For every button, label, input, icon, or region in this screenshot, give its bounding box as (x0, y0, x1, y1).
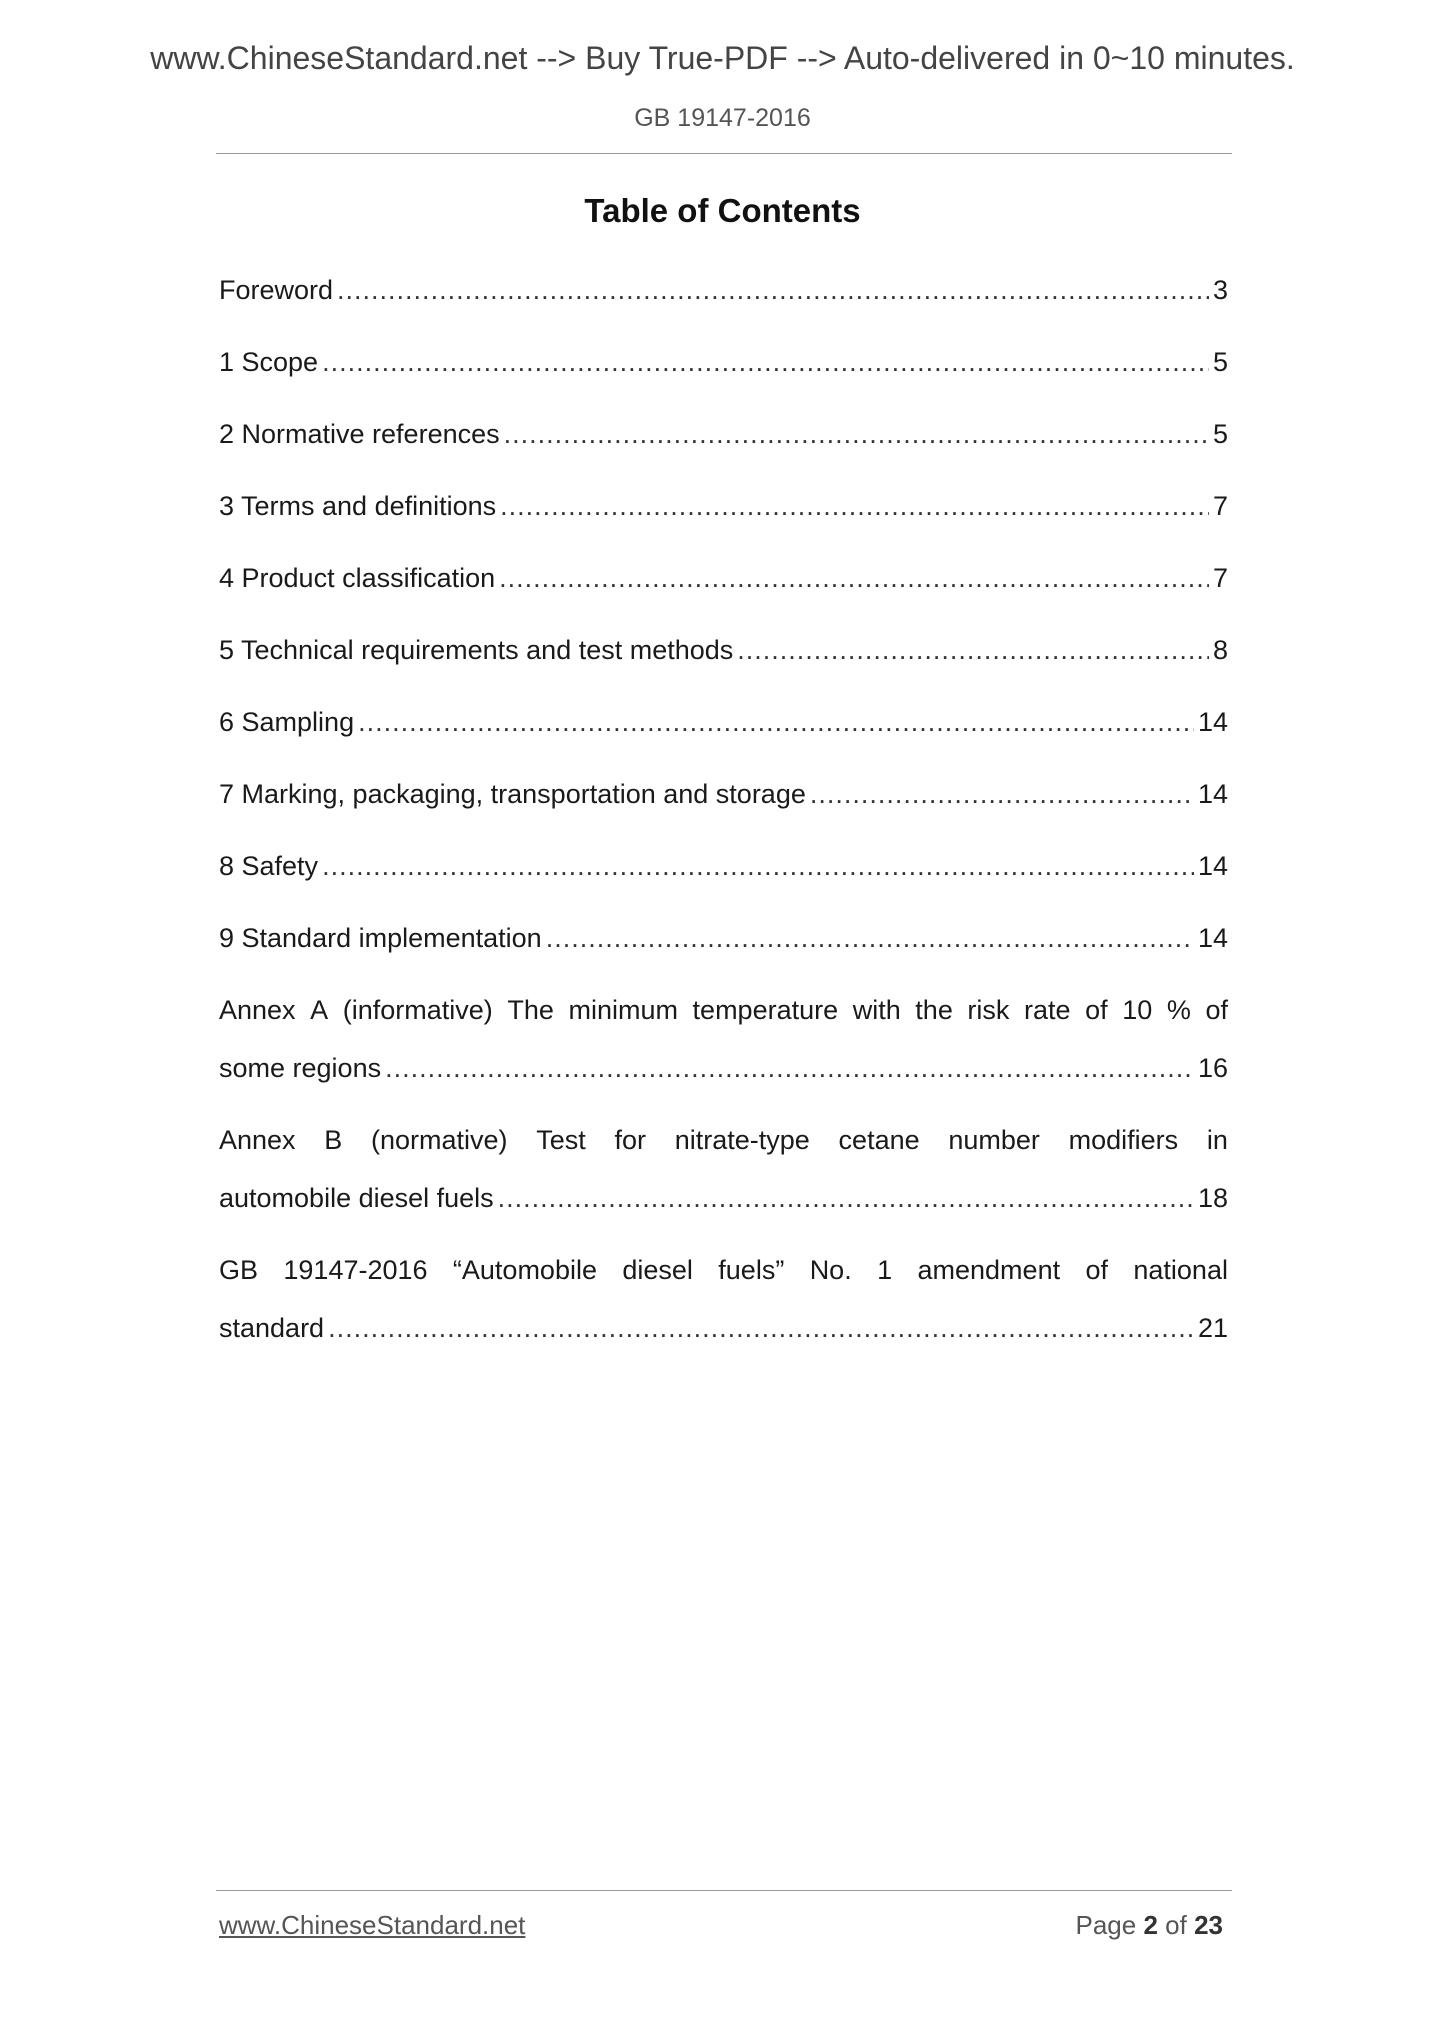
toc-word: with (852, 995, 901, 1025)
dot-leader (358, 702, 1194, 742)
toc-entry-label: some regions (219, 1053, 382, 1083)
toc-word: the (915, 995, 953, 1025)
toc-entry-page: 14 (1197, 707, 1228, 737)
toc-word: (informative) (342, 995, 493, 1025)
toc-entry-label: standard (219, 1313, 325, 1343)
toc-entry-page: 3 (1212, 275, 1228, 305)
toc-title: Table of Contents (584, 192, 861, 229)
dot-leader (328, 1308, 1194, 1348)
toc-entry-page: 14 (1197, 779, 1228, 809)
toc-entry-page: 8 (1212, 635, 1228, 665)
dot-leader (322, 846, 1194, 886)
toc-word: fuels” (718, 1255, 785, 1285)
header-divider (216, 153, 1232, 154)
toc-word: Annex (219, 1125, 296, 1155)
dot-leader (337, 270, 1209, 310)
toc-entry-amendment[interactable] (219, 1250, 1228, 1348)
toc-word: The (507, 995, 554, 1025)
toc-entry-label: 9 Standard implementation (219, 923, 542, 953)
toc-word: 10 (1122, 995, 1153, 1025)
toc-entry-second-line (219, 1308, 1228, 1348)
toc-word: amendment (917, 1255, 1061, 1285)
toc-entry-page: 14 (1197, 923, 1228, 953)
toc-entry-marking-packaging[interactable] (219, 774, 1228, 814)
toc-word: 19147-2016 (283, 1255, 428, 1285)
toc-word: No. (809, 1255, 852, 1285)
toc-entry-label: 4 Product classification (219, 563, 496, 593)
toc-entry-scope[interactable] (219, 342, 1228, 382)
standard-code: GB 19147-2016 (634, 104, 811, 132)
toc-word: of (1085, 995, 1108, 1025)
toc-entry-annex-b[interactable] (219, 1120, 1228, 1218)
page-label: Page (1075, 1910, 1137, 1940)
toc-entry-page: 16 (1197, 1053, 1228, 1083)
toc-word: rate (1024, 995, 1071, 1025)
toc-word: Test (536, 1125, 586, 1155)
toc-entry-page: 14 (1197, 851, 1228, 881)
toc-entry-second-line (219, 1178, 1228, 1218)
footer-page-number (1075, 1910, 1223, 1941)
toc-entry-standard-implementation[interactable] (219, 918, 1228, 958)
toc-entry-label: 3 Terms and definitions (219, 491, 497, 521)
toc-entry-label: 6 Sampling (219, 707, 355, 737)
toc-word: “Automobile (452, 1255, 597, 1285)
toc-entry-label: 5 Technical requirements and test methods (219, 635, 734, 665)
toc-entry-label: 2 Normative references (219, 419, 500, 449)
toc-entry-terms-definitions[interactable] (219, 486, 1228, 526)
toc-entry-label: 7 Marking, packaging, transportation and storage (219, 779, 806, 809)
toc-word: risk (967, 995, 1010, 1025)
toc-entry-safety[interactable] (219, 846, 1228, 886)
dot-leader (498, 1178, 1194, 1218)
toc-entry-page: 5 (1212, 419, 1228, 449)
footer-divider (216, 1890, 1232, 1891)
toc-word: for (614, 1125, 647, 1155)
toc-word: Annex (219, 995, 296, 1025)
toc-entry-label: 1 Scope (219, 347, 319, 377)
toc-entry-page: 7 (1212, 491, 1228, 521)
toc-word: nitrate-type (674, 1125, 810, 1155)
toc-entry-product-classification[interactable] (219, 558, 1228, 598)
toc-word: of (1205, 995, 1228, 1025)
of-label: of (1165, 1910, 1187, 1940)
current-page-number: 2 (1143, 1910, 1158, 1940)
top-banner: www.ChineseStandard.net --> Buy True-PDF --> Auto-delivered in 0~10 minutes. (150, 40, 1295, 76)
toc-word: GB (219, 1255, 259, 1285)
toc-word: cetane (838, 1125, 920, 1155)
toc-word: in (1206, 1125, 1228, 1155)
toc-entry-annex-a[interactable] (219, 990, 1228, 1088)
toc-word: 1 (877, 1255, 893, 1285)
toc-entry-page: 18 (1197, 1183, 1228, 1213)
toc-word: minimum (568, 995, 678, 1025)
dot-leader (546, 918, 1194, 958)
toc-word: A (310, 995, 329, 1025)
dot-leader (322, 342, 1209, 382)
toc-entry-page: 21 (1197, 1313, 1228, 1343)
dot-leader (504, 414, 1209, 454)
toc-entry-technical-requirements[interactable] (219, 630, 1228, 670)
toc-entry-normative-references[interactable] (219, 414, 1228, 454)
toc-entry-label: automobile diesel fuels (219, 1183, 494, 1213)
toc-entry-page: 7 (1212, 563, 1228, 593)
toc-word: (normative) (371, 1125, 508, 1155)
toc-entry-sampling[interactable] (219, 702, 1228, 742)
dot-leader (737, 630, 1209, 670)
toc-entry-first-line (219, 1250, 1228, 1290)
toc-word: number (948, 1125, 1040, 1155)
total-pages-number: 23 (1194, 1910, 1223, 1940)
dot-leader (499, 558, 1209, 598)
toc-entry-label: Foreword (219, 275, 334, 305)
dot-leader (500, 486, 1209, 526)
toc-entry-label: 8 Safety (219, 851, 319, 881)
toc-word: national (1133, 1255, 1228, 1285)
toc-word: temperature (692, 995, 839, 1025)
footer-site-link[interactable]: www.ChineseStandard.net (219, 1910, 526, 1940)
toc-entry-first-line (219, 1120, 1228, 1160)
toc-entry-first-line (219, 990, 1228, 1030)
table-of-contents (219, 270, 1228, 1380)
dot-leader (810, 774, 1194, 814)
toc-entry-page: 5 (1212, 347, 1228, 377)
toc-entry-foreword[interactable] (219, 270, 1228, 310)
toc-word: of (1085, 1255, 1108, 1285)
dot-leader (385, 1048, 1194, 1088)
toc-word: % (1166, 995, 1191, 1025)
toc-word: diesel (622, 1255, 693, 1285)
toc-word: B (324, 1125, 343, 1155)
toc-entry-second-line (219, 1048, 1228, 1088)
toc-word: modifiers (1068, 1125, 1179, 1155)
